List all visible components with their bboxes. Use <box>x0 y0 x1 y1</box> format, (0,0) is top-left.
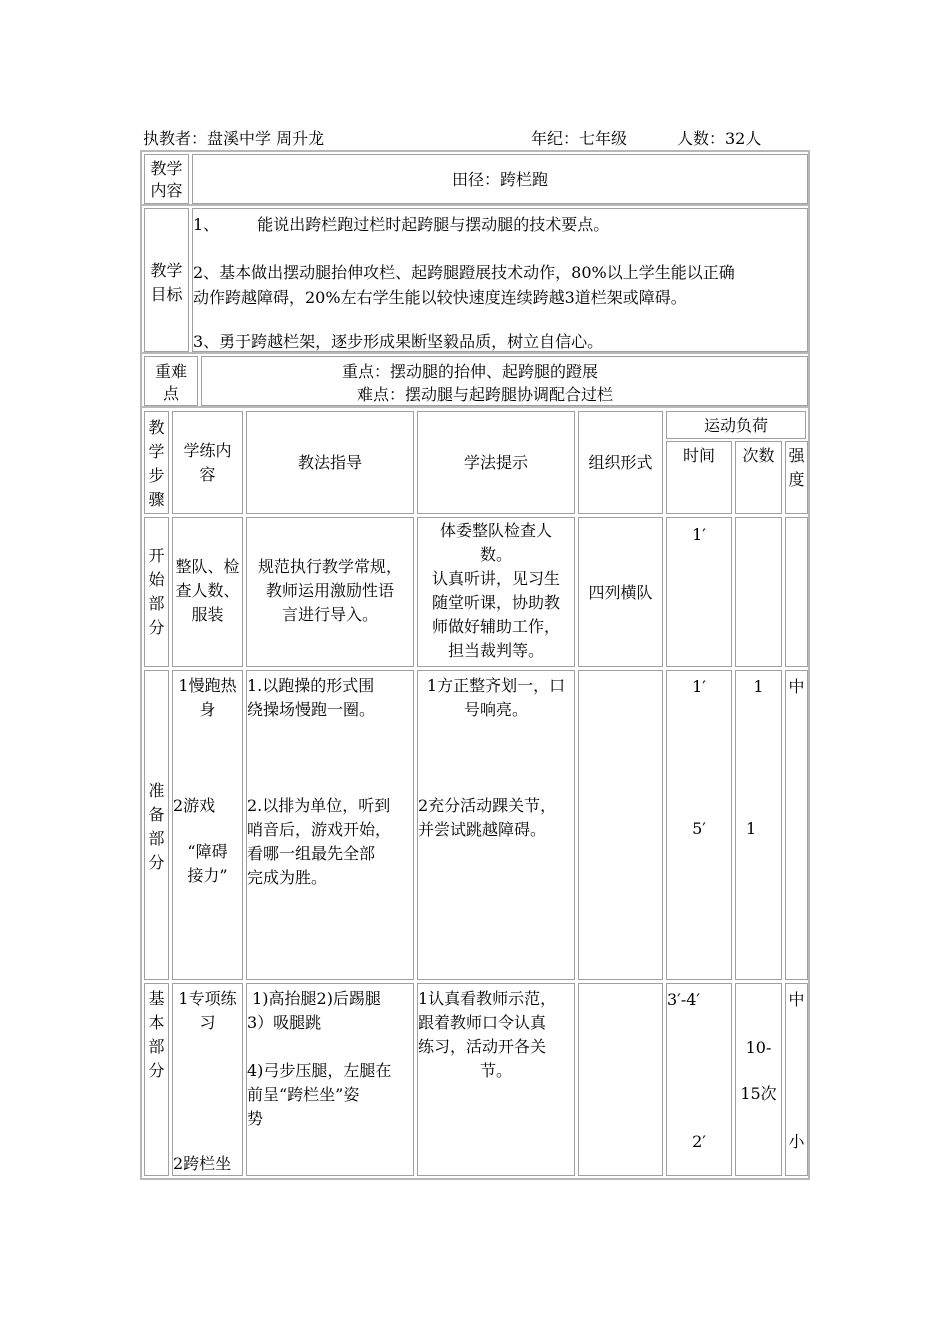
row2-reps: 1 1 <box>735 670 782 980</box>
th-organization: 组织形式 <box>578 411 663 514</box>
row1-content: 整队、检 查人数、 服装 <box>172 517 243 667</box>
row2-intensity: 中 <box>785 670 808 980</box>
objective-2-line-1: 2、基本做出摆动腿抬伸攻栏、起跨腿蹬展技术动作，80%以上学生能以正确 <box>193 263 735 282</box>
row2-method: 1.以跑操的形式围 绕操场慢跑一圈。 2.以排为单位，听到 哨音后，游戏开始， 看哪一组最先全部 完成为胜。 <box>246 670 414 980</box>
content-label: 教学 内容 <box>150 159 183 200</box>
grade-info: 年纪：七年级 <box>531 129 628 148</box>
keypoints-content-cell <box>201 356 808 406</box>
difficult-point: 难点：摆动腿与起跨腿协调配合过栏 <box>357 385 614 404</box>
row2-organization <box>578 670 663 980</box>
row1-intensity <box>785 517 808 667</box>
th-step: 教 学 步 骤 <box>144 411 169 514</box>
keypoints-label: 重难 点 <box>154 362 187 403</box>
objectives-label: 教学 目标 <box>150 261 183 304</box>
row3-reps: 10- 15次 <box>735 983 782 1176</box>
row3-hint: 1认真看教师示范， 跟着教师口令认真 练习，活动开各关 节。 <box>417 983 575 1176</box>
keypoints-row <box>140 352 810 408</box>
content-value-cell <box>192 154 808 204</box>
row1-step: 开 始 部 分 <box>144 517 169 667</box>
row3-intensity: 中 小 <box>785 983 808 1176</box>
th-hint: 学法提示 <box>417 411 575 514</box>
steps-table <box>140 406 810 1180</box>
th-reps: 次数 <box>735 441 782 514</box>
objectives-row <box>140 204 810 354</box>
objective-2-line-2: 动作跨越障碍，20%左右学生能以较快速度连续跨越3道栏架或障碍。 <box>193 288 687 307</box>
row2-time: 1′ 5′ <box>666 670 732 980</box>
row1-reps <box>735 517 782 667</box>
objective-1: 1、 能说出跨栏跑过栏时起跨腿与摆动腿的技术要点。 <box>193 215 610 234</box>
row3-method: 1)高抬腿2)后踢腿 3）吸腿跳 4)弓步压腿，左腿在 前呈“跨栏坐”姿 势 <box>246 983 414 1176</box>
objectives-content-cell <box>192 208 808 352</box>
th-method: 教法指导 <box>246 411 414 514</box>
objectives-label-cell <box>144 208 189 352</box>
row2-content: 1慢跑热 身 2游戏 “障碍 接力” <box>172 670 243 980</box>
keypoints-label-cell <box>144 356 198 406</box>
header-line <box>143 126 813 150</box>
key-point: 重点：摆动腿的抬伸、起跨腿的蹬展 <box>342 362 599 381</box>
content-label-cell <box>144 154 189 204</box>
row1-hint: 体委整队检查人 数。 认真听讲，见习生 随堂听课，协助教 师做好辅助工作， 担当裁判等。 <box>417 517 575 667</box>
objective-3: 3、勇于跨越栏架，逐步形成果断坚毅品质，树立自信心。 <box>193 332 604 351</box>
th-load: 运动负荷 <box>666 411 806 439</box>
student-count: 人数：32人 <box>677 129 762 148</box>
row2-step: 准 备 部 分 <box>144 670 169 980</box>
row1-organization: 四列横队 <box>578 517 663 667</box>
th-intensity: 强 度 <box>785 441 808 514</box>
th-content: 学练内 容 <box>172 411 243 514</box>
row1-method: 规范执行教学常规， 教师运用激励性语 言进行导入。 <box>246 517 414 667</box>
content-value: 田径：跨栏跑 <box>451 169 548 189</box>
row3-content: 1专项练 习 2跨栏坐 <box>172 983 243 1176</box>
teacher-info: 执教者：盘溪中学 周升龙 <box>143 129 325 148</box>
row2-hint: 1方正整齐划一，口 号响亮。 2充分活动踝关节， 并尝试跳越障碍。 <box>417 670 575 980</box>
row3-time: 3′-4′ 2′ <box>666 983 732 1176</box>
row3-organization <box>578 983 663 1176</box>
content-row <box>140 150 810 206</box>
row1-time: 1′ <box>666 517 732 667</box>
row3-step: 基 本 部 分 <box>144 983 169 1176</box>
th-time: 时间 <box>666 441 732 514</box>
